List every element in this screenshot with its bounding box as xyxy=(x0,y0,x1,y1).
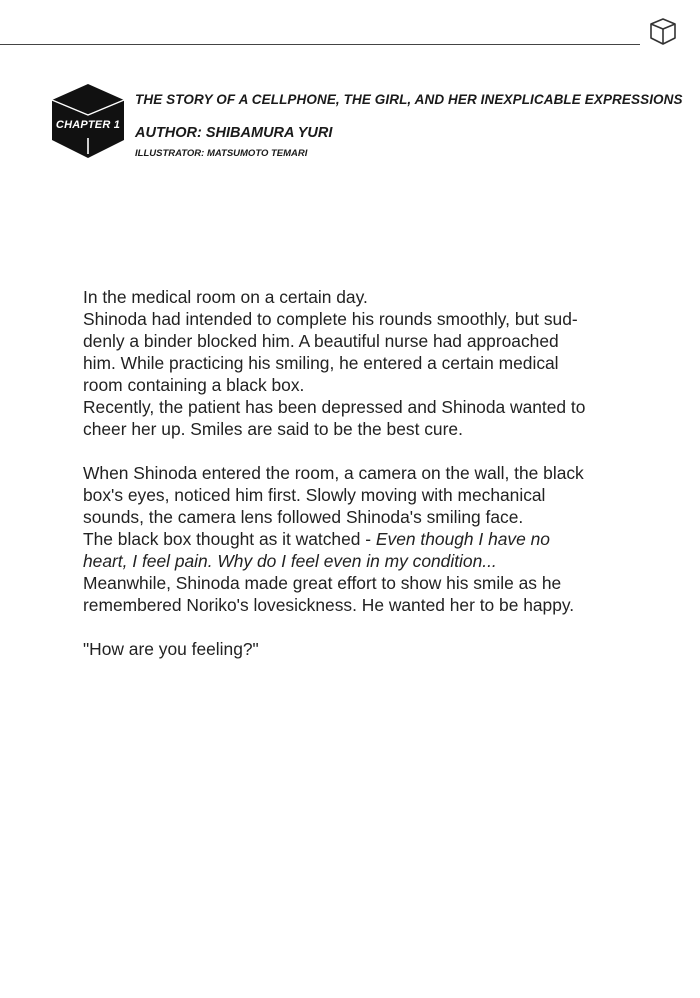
chapter-badge xyxy=(50,82,126,164)
text-line: remembered Noriko's lovesickness. He wanted her to be happy. xyxy=(83,595,575,615)
text-line: Meanwhile, Shinoda made great effort to show his smile as he xyxy=(83,573,562,593)
narration-text: The black box thought as it watched - xyxy=(83,529,376,549)
text-line: In the medical room on a certain day. xyxy=(83,287,368,307)
text-line xyxy=(83,528,643,550)
text-line: When Shinoda entered the room, a camera on the wall, the black xyxy=(83,463,584,483)
story-body xyxy=(83,286,643,660)
text-line: Recently, the patient has been depressed and Shinoda wanted to xyxy=(83,397,586,417)
text-line: Shinoda had intended to complete his rounds smoothly, but sud- xyxy=(83,309,578,329)
paragraph-gap xyxy=(83,440,643,462)
story-title: THE STORY OF A CELLPHONE, THE GIRL, AND HER INEXPLICABLE EXPRESSIONS xyxy=(135,92,683,107)
cube-icon xyxy=(648,16,678,46)
text-line: him. While practicing his smiling, he entered a certain medical xyxy=(83,353,559,373)
dialogue-line: "How are you feeling?" xyxy=(83,639,259,659)
chapter-label: CHAPTER 1 xyxy=(55,119,121,131)
author-credit: AUTHOR: SHIBAMURA YURI xyxy=(135,125,333,141)
text-line: denly a binder blocked him. A beautiful nurse had approached xyxy=(83,331,559,351)
text-line: box's eyes, noticed him first. Slowly moving with mechanical xyxy=(83,485,546,505)
text-line: cheer her up. Smiles are said to be the best cure. xyxy=(83,419,463,439)
paragraph-2 xyxy=(83,462,643,616)
text-line: room containing a black box. xyxy=(83,375,305,395)
paragraph-1 xyxy=(83,286,643,440)
top-rule xyxy=(0,44,640,45)
text-line: sounds, the camera lens followed Shinoda's smiling face. xyxy=(83,507,524,527)
paragraph-gap xyxy=(83,616,643,638)
illustrator-credit: ILLUSTRATOR: MATSUMOTO TEMARI xyxy=(135,148,308,159)
inner-thought-line: heart, I feel pain. Why do I feel even in my condition... xyxy=(83,551,497,571)
inner-thought-text: Even though I have no xyxy=(375,529,550,549)
